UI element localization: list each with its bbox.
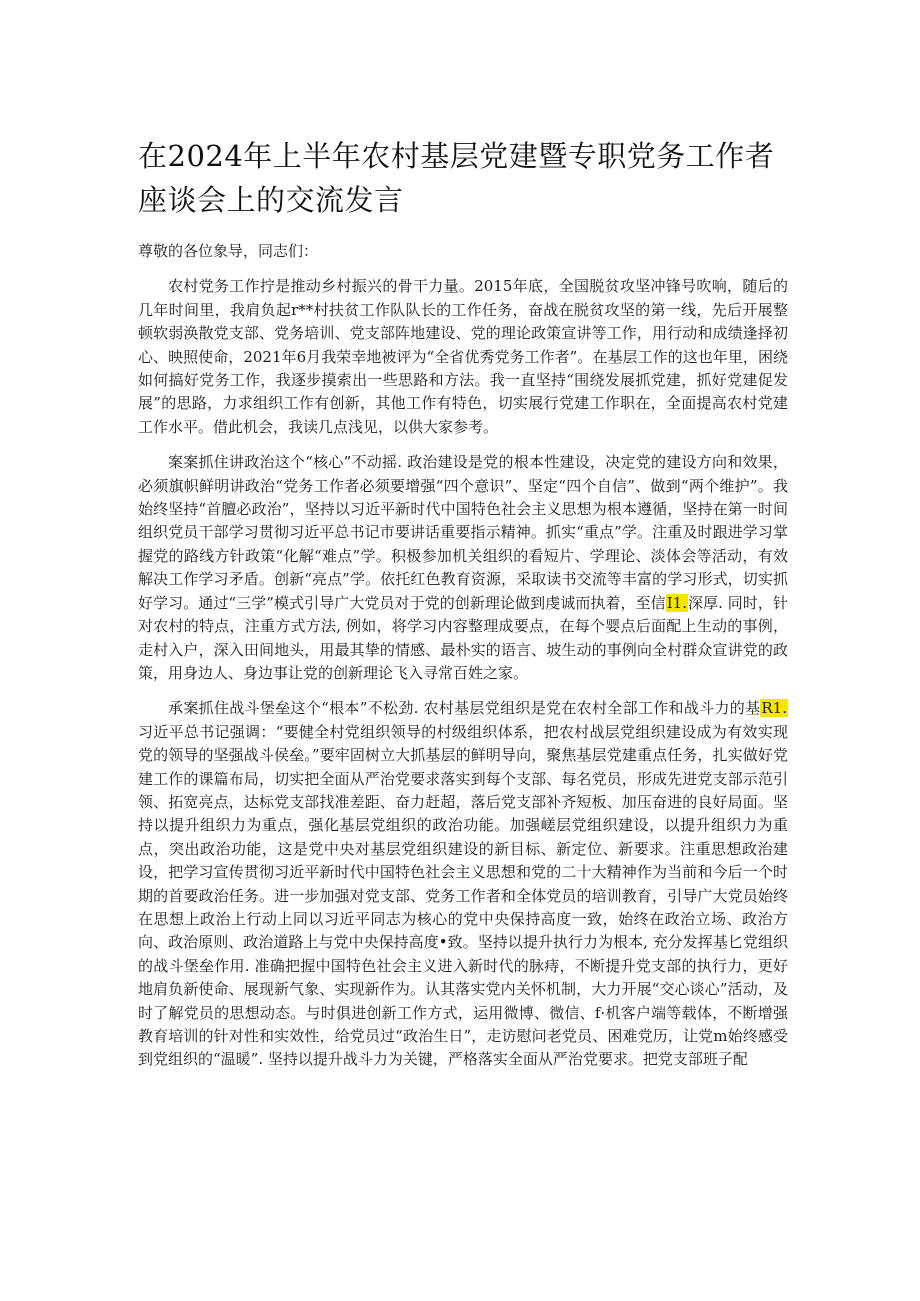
paragraph-text: 承案抓住战斗堡垒这个“根本”不松劲. 农村基层党组织是党在农村全部工作和战斗力的基 bbox=[168, 699, 761, 718]
document-title: 在2024年上半年农村基层党建暨专职党务工作者座谈会上的交流发言 bbox=[138, 139, 775, 217]
highlighted-text: I1. bbox=[666, 593, 687, 612]
paragraph-text: 习近平总书记强调：“要健全村党组织领导的村级组织体系，把农村战层党组织建设成为有效实现党的领导的坚强战斗侯垒。”要牢固树立大抓基层的鲜明导向，聚焦基层党建重点任务，扎实做好党建工作的课篇布局，切实把全面从严治党要求落实到每个支部、每名党员，形成先进党支部示范引领、拓宽亮点，达标党支部找准差距、奋力赶超，落后党支部补齐短板、加压奋进的良好局面。坚持以提升组织力为重点，强化基层党组织的政治功能。加强嵯层党组织建设，以提升组织力为重点，突出政治功能，这是党中央对基层党组织建设的新目标、新定位、新要求。注重思想政治建设，把学习宣传贯彻习近平新时代中国特色社会主义思想和党的二十大精神作为当前和今后一个时期的首要政治任务。进一步加强对党支部、党务工作者和全体党员的培训教育，引导广大党员始终在思想上政治上行动上同以习近平同志为核心的党中央保持高度一致，始终在政治立场、政治方向、政治原则、政治道路上与党中央保持高度•致。坚持以提升执行力为根本, 充分发挥基匕党组织的战斗堡垒作用. 准确把握中国特色社会主义进入新时代的脉痔，不断提升党支部的执行力，更好地肩负新使命、展现新气象、实现新作为。认其落实党内关怀机制，大力开展“交心谈心”活动，及时了解党员的思想动态。与时俱进创新工作方式，运用微博、微信、f·机客户端等载体，不断增强教育培训的针对性和实效性，给党员过“政治生日”，走访慰问老党员、困难党历，让党m始终感受到党组织的“温暖”. 坚持以提升战斗力为关键，严格落实全面从严治党要求。把党支部班子配 bbox=[138, 722, 788, 1069]
paragraph-intro bbox=[138, 275, 788, 439]
salutation: 尊敬的各位象导，同志们： bbox=[138, 242, 319, 260]
paragraph-text: 深厚. 同时，针对农村的特点，注重方式方法, 例如，将学习内容整理成要点，在每个婴点后面配上生动的事例，走村入户，深入田间地头，用最其挚的情感、最朴实的语言、坡生动的事例向全村群众宣讲党的政策，用身边人、身边事让党的创新理论飞入寻常百姓之家。 bbox=[138, 593, 788, 682]
paragraph-text: 案案抓住讲政治这个“核心”不动摇. 政治建设是党的根本性建设，决定党的建设方向和效果，必须旗帜鲜明讲政治“党务工作者必须要增强“四个意识”、坚定“四个自信”、做到“两个维护”。我始终坚持“首膻必政治”，坚持以习近平新时代中国特色社会主义思想为根本遵循，坚持在第一时间组织党员干部学习贯彻习近平总书记市要讲话重要指示精神。抓实“重点”学。注重及时跟进学习掌握党的路线方针政策“化解“难点”学。积极参加机关组织的看短片、学理论、淡体会等活动，有效解决工作学习矛盾。创新“亮点”学。依托红色教育资源，采取读书交流等丰富的学习形式，切实抓好学习。通过“三学”模式引导广大党员对于党的创新理论做到虔诚而执着，至信 bbox=[138, 453, 788, 612]
paragraph-fortress-root bbox=[138, 697, 788, 1072]
highlighted-text: R1. bbox=[761, 699, 787, 718]
paragraph-text: 农村党务工作拧是推动乡村振兴的骨干力量。2015年底，全国脱贫攻坚冲锋号吹响，随后的几年时间里，我肩负起r**村扶贫工作队队长的工作任务，奋战在脱贫攻坚的第一线，先后开展整顿软弱涣散党支部、党务培训、党支部阵地建设、党的理论政策宣讲等工作，用行动和成绩逢择初心、映照使命，2021年6月我荣幸地被评为“全省优秀党务工作者”。在基层工作的这也年里，困绕如何搞好党务工作，我逐步摸索出一些思路和方法。我一直坚持“围绕发展抓党建，抓好党建促发展”的思路，力求组织工作有创新，其他工作有特色，切实展行党建工作职在，全面提高农村党建工作水平。借此机会，我读几点浅见，以供大家参考。 bbox=[138, 277, 788, 436]
document-body bbox=[138, 240, 788, 1084]
paragraph-politics-core bbox=[138, 451, 788, 685]
